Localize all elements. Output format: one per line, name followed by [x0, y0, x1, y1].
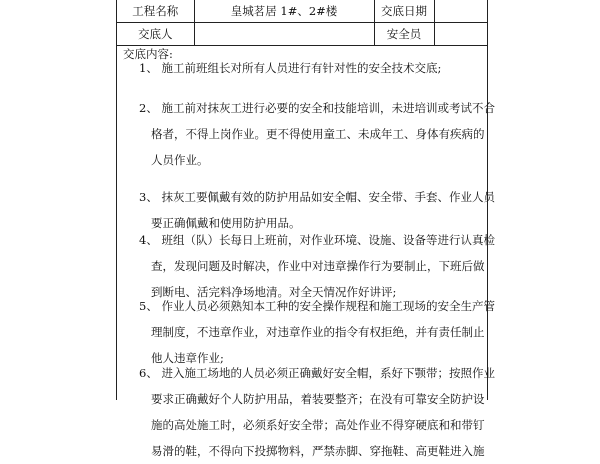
content-item	[139, 95, 495, 173]
item-continuation-line: 到断电、活完料净场地清。对全天情况作好讲评;	[151, 285, 397, 299]
item-continuation-line: 人员作业。	[151, 153, 209, 167]
item-continuation-line: 要正确佩戴和使用防护用品。	[151, 216, 301, 230]
item-continuation-line: 施的高处施工时，必须系好安全带；高处作业不得穿硬底和和带钉	[151, 418, 485, 432]
handover-date-label: 交底日期	[374, 0, 434, 23]
item-first-line: 2、 施工前对抹灰工进行必要的安全和技能培训，未进培训或考试不合	[139, 101, 495, 115]
header-row-project	[117, 0, 487, 23]
item-first-line: 4、 班组（队）长每日上班前，对作业环境、设施、设备等进行认真检	[139, 233, 495, 247]
item-first-line: 6、 进入施工场地的人员必须正确戴好安全帽，系好下颚带；按照作业	[139, 366, 495, 380]
safety-officer-value	[434, 23, 487, 46]
item-first-line: 3、 抹灰工要佩戴有效的防护用品如安全帽、安全带、手套、作业人员	[139, 190, 495, 204]
document-sheet	[116, 0, 495, 458]
handover-person-label: 交底人	[117, 23, 194, 46]
content-section	[117, 45, 495, 458]
header-row-person	[117, 23, 487, 46]
item-first-line: 5、 作业人员必须熟知本工种的安全操作规程和施工现场的安全生产管	[139, 299, 495, 313]
content-item	[139, 55, 479, 81]
item-continuation-line: 他人违章作业;	[151, 351, 224, 365]
handover-person-value	[194, 23, 374, 46]
handover-date-value	[434, 0, 487, 23]
header-table	[117, 0, 487, 46]
project-name-value: 皇城茗居 1#、2#楼	[194, 0, 374, 23]
item-first-line: 1、 施工前班组长对所有人员进行有针对性的安全技术交底;	[139, 61, 442, 75]
item-continuation-line: 易滑的鞋，不得向下投掷物料，严禁赤脚、穿拖鞋、高更鞋进入施	[151, 444, 485, 458]
item-continuation-line: 格者，不得上岗作业。更不得使用童工、未成年工、身体有疾病的	[151, 127, 485, 141]
content-label: 交底内容:	[123, 47, 173, 61]
item-continuation-line: 理制度，不违章作业，对违章作业的指令有权拒绝，并有责任制止	[151, 325, 485, 339]
safety-officer-label: 安全员	[374, 23, 434, 46]
project-name-label: 工程名称	[117, 0, 194, 23]
item-continuation-line: 要求正确戴好个人防护用品，着装要整齐；在没有可靠安全防护设	[151, 392, 485, 406]
content-item	[139, 360, 495, 464]
item-continuation-line: 查，发现问题及时解决，作业中对违章操作行为要制止，下班后做	[151, 259, 485, 273]
